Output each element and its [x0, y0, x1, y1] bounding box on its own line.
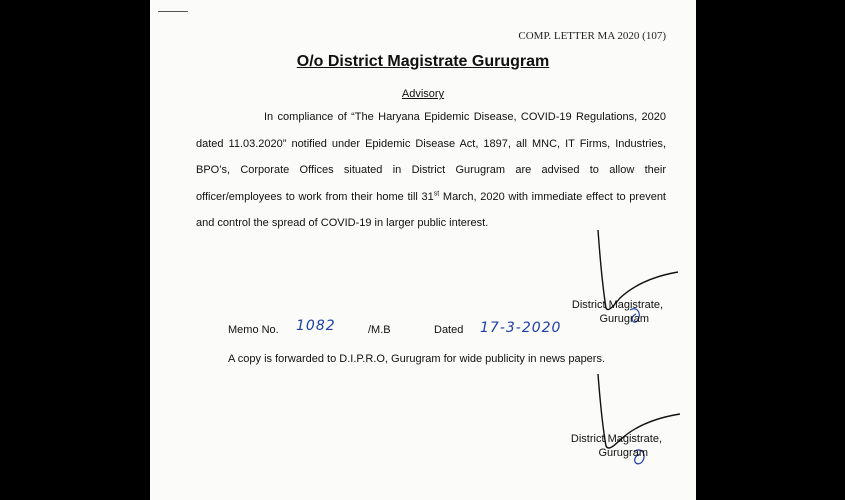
signature-block-2	[571, 432, 662, 460]
memo-number: 1082	[296, 318, 336, 334]
signatory-title-1: District Magistrate,	[571, 299, 663, 311]
document-page	[150, 0, 696, 500]
signatory-title-2: District Magistrate,	[570, 433, 662, 445]
office-title: O/o District Magistrate Gurugram	[296, 53, 550, 70]
memo-date: 17-3-2020	[480, 320, 562, 336]
copy-forward-note: A copy is forwarded to D.I.P.R.O, Gurugram for wide publicity in news papers.	[228, 353, 606, 365]
signatory-place-2: Gurugram	[598, 447, 648, 459]
advisory-heading: Advisory	[401, 88, 445, 100]
advisory-body	[196, 104, 666, 237]
reference-number: COMP. LETTER MA 2020 (107)	[518, 30, 666, 42]
memo-suffix: /M.B	[368, 324, 391, 336]
advisory-body-part1: In compliance of “The Haryana Epidemic Disease, COVID-19 Regulations, 2020 dated 11.03.2020” notified under Epidemic Disease Act, 1897, all MNC, IT Firms, Industries, BPO’s, Corporate Offices situated in District Gurugram are advised to allow their officer/employees to work from their home till 31	[196, 111, 666, 203]
signature-block-1	[572, 298, 663, 326]
signatory-place-1: Gurugram	[599, 313, 649, 325]
corner-mark	[158, 11, 188, 12]
memo-label: Memo No.	[228, 324, 279, 336]
dated-label: Dated	[434, 324, 464, 336]
date-superscript: st	[433, 189, 440, 197]
advisory-body-part2: March, 2020 with immediate effect to prevent and control the spread of COVID-19 in larger public interest.	[196, 190, 666, 229]
